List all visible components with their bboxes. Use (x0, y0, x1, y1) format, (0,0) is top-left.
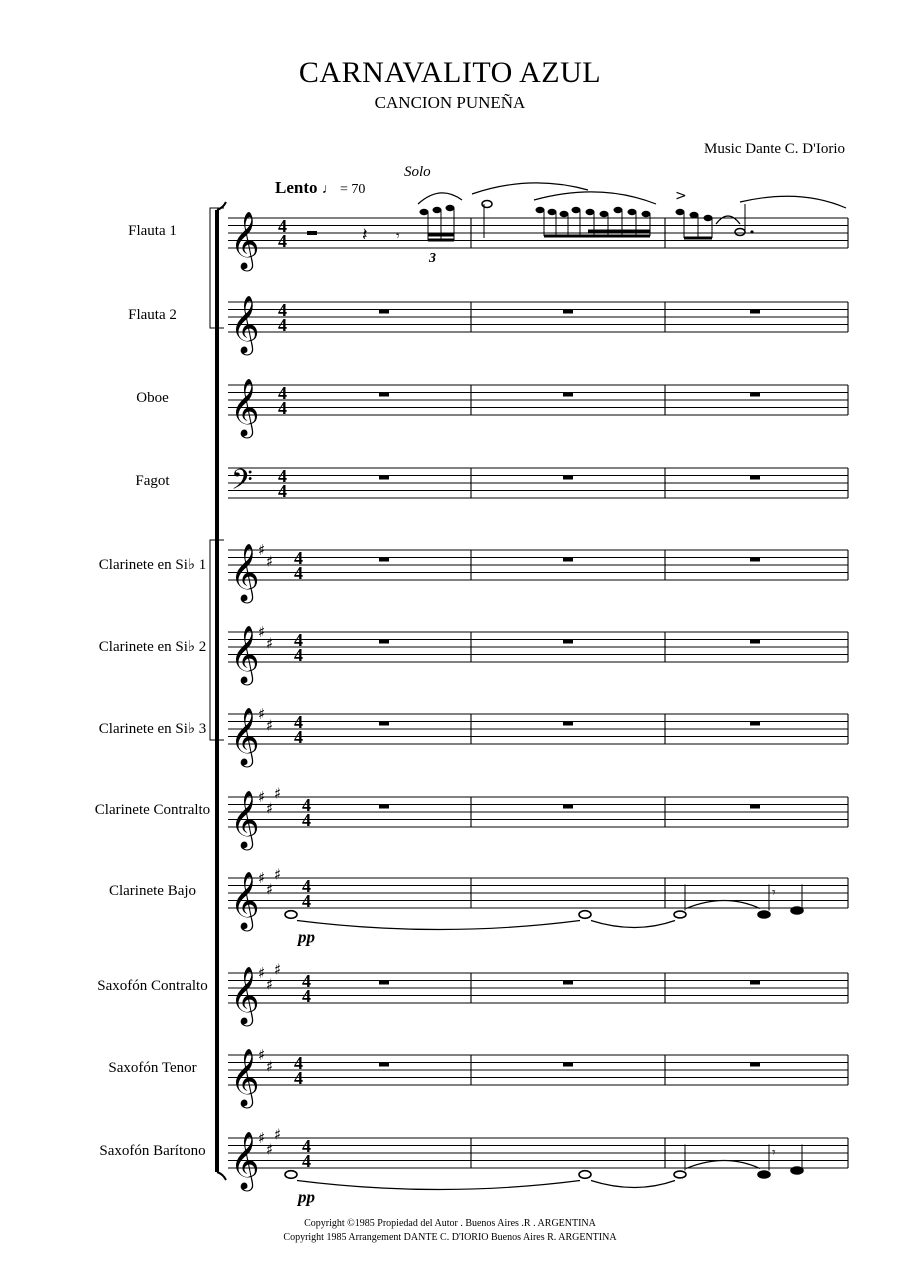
tempo-value: = 70 (340, 182, 366, 197)
dot (750, 230, 753, 233)
bracket-hook-bottom (217, 1172, 226, 1180)
time-signature-bottom: 4 (302, 891, 311, 911)
sharp-icon: ♯ (274, 865, 282, 884)
treble-clef-icon: 𝄞 (230, 295, 260, 353)
note-head (536, 207, 545, 213)
whole-rest (563, 722, 573, 726)
instrument-label: Clarinete Bajo (108, 883, 197, 899)
sharp-icon: ♯ (266, 552, 274, 571)
sharp-icon: ♯ (266, 1140, 274, 1159)
accent-icon: > (675, 188, 687, 204)
treble-clef-icon: 𝄞 (230, 966, 260, 1024)
instrument-label: Clarinete Contralto (94, 802, 211, 818)
whole-rest (379, 476, 389, 480)
whole-rest (563, 310, 573, 314)
sharp-icon: ♯ (266, 634, 274, 653)
time-signature-top: 4 (278, 383, 287, 403)
whole-rest (563, 981, 573, 985)
sharp-icon: ♯ (266, 880, 274, 899)
treble-clef-icon: 𝄞 (230, 211, 260, 269)
note-head (586, 209, 595, 215)
tie (686, 901, 760, 909)
tie (472, 183, 588, 194)
instrument-label: Clarinete en Si♭ 3 (98, 721, 207, 737)
note-head (758, 911, 770, 918)
sharp-icon: ♯ (258, 788, 266, 806)
time-signature-bottom: 4 (302, 810, 311, 830)
time-signature-top: 4 (294, 1053, 303, 1073)
instrument-label: Saxofón Barítono (99, 1143, 206, 1159)
tie (740, 196, 846, 208)
eighth-rest-icon: 𝄾 (772, 885, 776, 901)
note-head (420, 209, 429, 215)
time-signature-bottom: 4 (294, 563, 303, 583)
bass-clef-icon: 𝄢 (231, 463, 253, 504)
note-head (433, 207, 442, 213)
treble-clef-icon: 𝄞 (230, 707, 260, 765)
whole-rest (379, 805, 389, 809)
whole-rest (563, 1063, 573, 1067)
time-signature-bottom: 4 (302, 986, 311, 1006)
instrument-label: Oboe (136, 390, 169, 406)
whole-rest (750, 1063, 760, 1067)
note-head (446, 205, 455, 211)
time-signature-top: 4 (294, 712, 303, 732)
sharp-icon: ♯ (258, 705, 266, 723)
copyright-line-1: Copyright ©1985 Propiedad del Autor . Buenos Aires .R . ARGENTINA (304, 1218, 596, 1229)
time-signature-top: 4 (294, 548, 303, 568)
tempo-word: Lento (275, 178, 318, 197)
whole-rest (750, 981, 760, 985)
whole-rest (379, 558, 389, 562)
time-signature-top: 4 (294, 630, 303, 650)
sharp-icon: ♯ (258, 1046, 266, 1064)
note-head (579, 911, 591, 919)
tuplet-number: 3 (429, 251, 436, 266)
time-signature-top: 4 (302, 876, 311, 896)
time-signature-bottom: 4 (278, 398, 287, 418)
time-signature-top: 4 (302, 1136, 311, 1156)
time-signature-top: 4 (302, 971, 311, 991)
whole-rest (750, 640, 760, 644)
instrument-label: Saxofón Contralto (97, 978, 208, 994)
whole-rest (750, 558, 760, 562)
tie (686, 1161, 760, 1169)
note-head (285, 1171, 297, 1179)
half-rest (307, 231, 317, 235)
eighth-rest-icon: 𝄾 (772, 1145, 776, 1161)
sharp-icon: ♯ (266, 975, 274, 994)
sharp-icon: ♯ (258, 623, 266, 641)
whole-rest (379, 310, 389, 314)
note-head (791, 1167, 803, 1174)
dynamic-marking: pp (298, 1187, 315, 1207)
copyright-line-2: Copyright 1985 Arrangement DANTE C. D'IORIO Buenos Aires R. ARGENTINA (283, 1232, 617, 1243)
tie (591, 1181, 675, 1188)
whole-rest (750, 476, 760, 480)
tie (716, 216, 740, 224)
time-signature-bottom: 4 (278, 481, 287, 501)
whole-rest (750, 310, 760, 314)
treble-clef-icon: 𝄞 (230, 790, 260, 848)
note-head (579, 1171, 591, 1179)
instrument-label: Flauta 2 (128, 307, 177, 323)
note-head (674, 911, 686, 918)
instrument-label: Flauta 1 (128, 223, 177, 239)
sharp-icon: ♯ (274, 784, 282, 803)
time-signature-top: 4 (278, 216, 287, 236)
treble-clef-icon: 𝄞 (230, 378, 260, 436)
note-head (614, 207, 623, 213)
time-signature-top: 4 (278, 466, 287, 486)
note-head (560, 211, 569, 217)
treble-clef-icon: 𝄞 (230, 1048, 260, 1106)
sharp-icon: ♯ (274, 1125, 282, 1144)
time-signature-bottom: 4 (278, 315, 287, 335)
whole-rest (563, 805, 573, 809)
composer-credit: Music Dante C. D'Iorio (703, 141, 845, 157)
dynamic-marking: pp (298, 927, 315, 947)
time-signature-top: 4 (302, 795, 311, 815)
time-signature-bottom: 4 (294, 645, 303, 665)
whole-rest (379, 981, 389, 985)
treble-clef-icon: 𝄞 (230, 625, 260, 683)
whole-rest (750, 393, 760, 397)
sharp-icon: ♯ (258, 541, 266, 559)
whole-rest (379, 1063, 389, 1067)
whole-rest (750, 722, 760, 726)
note-head (674, 1171, 686, 1178)
sharp-icon: ♯ (266, 716, 274, 735)
solo-marking: Solo (404, 164, 431, 180)
sharp-icon: ♯ (266, 1057, 274, 1076)
score-subtitle: CANCION PUNEÑA (374, 93, 526, 112)
time-signature-bottom: 4 (302, 1151, 311, 1171)
whole-rest (750, 805, 760, 809)
whole-rest (563, 558, 573, 562)
note-head (548, 209, 557, 215)
slur (418, 193, 462, 204)
treble-clef-icon: 𝄞 (230, 1131, 260, 1189)
treble-clef-icon: 𝄞 (230, 543, 260, 601)
treble-clef-icon: 𝄞 (230, 871, 260, 929)
whole-rest (379, 722, 389, 726)
eighth-rest-icon: 𝄾 (396, 228, 400, 245)
whole-rest (379, 640, 389, 644)
sharp-icon: ♯ (258, 869, 266, 887)
note-head (690, 212, 699, 218)
quarter-note-icon: ♩ (321, 182, 336, 197)
whole-rest (563, 476, 573, 480)
tie (297, 1181, 580, 1190)
time-signature-bottom: 4 (294, 1068, 303, 1088)
note-head (676, 209, 685, 215)
bracket-hook-top (217, 202, 226, 210)
note-head (600, 211, 609, 217)
sharp-icon: ♯ (266, 799, 274, 818)
whole-rest (379, 393, 389, 397)
note-head (285, 911, 297, 919)
instrument-label: Clarinete en Si♭ 1 (98, 557, 207, 573)
sharp-icon: ♯ (258, 964, 266, 982)
whole-rest (563, 393, 573, 397)
note-head (758, 1171, 770, 1178)
quarter-rest-icon: 𝄽 (362, 224, 368, 246)
note-head (704, 215, 713, 221)
note-head (791, 907, 803, 914)
whole-rest (563, 640, 573, 644)
instrument-label: Fagot (135, 473, 170, 489)
score-title: CARNAVALITO AZUL (298, 56, 602, 89)
slur (534, 192, 656, 204)
instrument-label: Clarinete en Si♭ 2 (98, 639, 207, 655)
time-signature-bottom: 4 (294, 727, 303, 747)
time-signature-top: 4 (278, 300, 287, 320)
tie (591, 921, 675, 928)
instrument-label: Saxofón Tenor (108, 1060, 197, 1076)
sharp-icon: ♯ (274, 960, 282, 979)
sharp-icon: ♯ (258, 1129, 266, 1147)
time-signature-bottom: 4 (278, 231, 287, 251)
note-head (642, 211, 651, 217)
note-head (628, 209, 637, 215)
note-head (572, 207, 581, 213)
note-head (735, 229, 745, 236)
tie (297, 921, 580, 930)
